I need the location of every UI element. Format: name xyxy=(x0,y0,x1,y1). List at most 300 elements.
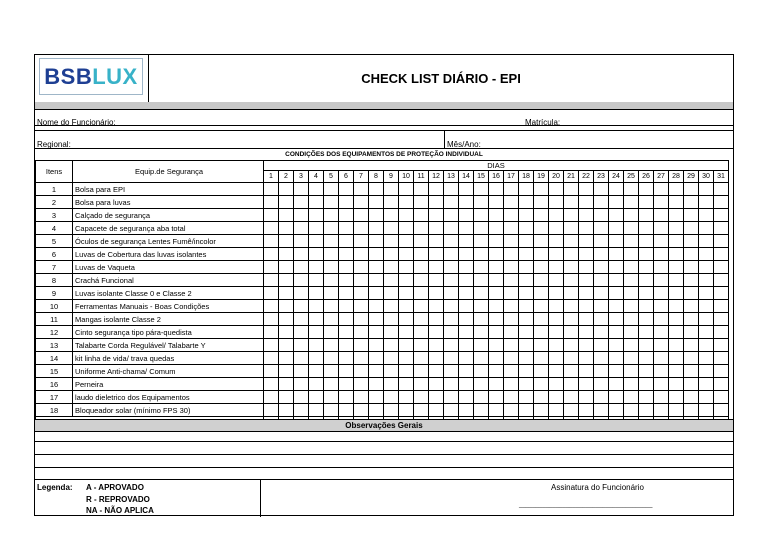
day-check-cell[interactable] xyxy=(354,248,369,261)
day-check-cell[interactable] xyxy=(489,391,504,404)
day-check-cell[interactable] xyxy=(444,378,459,391)
day-check-cell[interactable] xyxy=(414,391,429,404)
day-check-cell[interactable] xyxy=(429,248,444,261)
day-check-cell[interactable] xyxy=(534,261,549,274)
day-check-cell[interactable] xyxy=(414,183,429,196)
day-check-cell[interactable] xyxy=(639,222,654,235)
day-check-cell[interactable] xyxy=(624,404,639,417)
day-check-cell[interactable] xyxy=(324,313,339,326)
day-check-cell[interactable] xyxy=(624,339,639,352)
day-check-cell[interactable] xyxy=(339,391,354,404)
day-check-cell[interactable] xyxy=(324,365,339,378)
day-check-cell[interactable] xyxy=(594,196,609,209)
day-check-cell[interactable] xyxy=(699,261,714,274)
day-check-cell[interactable] xyxy=(609,248,624,261)
day-check-cell[interactable] xyxy=(594,313,609,326)
day-check-cell[interactable] xyxy=(429,235,444,248)
day-check-cell[interactable] xyxy=(474,300,489,313)
day-check-cell[interactable] xyxy=(474,222,489,235)
day-check-cell[interactable] xyxy=(339,248,354,261)
day-check-cell[interactable] xyxy=(414,378,429,391)
day-check-cell[interactable] xyxy=(369,300,384,313)
day-check-cell[interactable] xyxy=(624,378,639,391)
day-check-cell[interactable] xyxy=(399,352,414,365)
day-check-cell[interactable] xyxy=(354,404,369,417)
day-check-cell[interactable] xyxy=(564,300,579,313)
day-check-cell[interactable] xyxy=(399,287,414,300)
day-check-cell[interactable] xyxy=(324,222,339,235)
day-check-cell[interactable] xyxy=(384,404,399,417)
day-check-cell[interactable] xyxy=(339,209,354,222)
day-check-cell[interactable] xyxy=(579,222,594,235)
day-check-cell[interactable] xyxy=(534,287,549,300)
day-check-cell[interactable] xyxy=(504,313,519,326)
day-check-cell[interactable] xyxy=(714,300,729,313)
day-check-cell[interactable] xyxy=(639,313,654,326)
day-check-cell[interactable] xyxy=(564,352,579,365)
day-check-cell[interactable] xyxy=(579,352,594,365)
day-check-cell[interactable] xyxy=(594,365,609,378)
day-check-cell[interactable] xyxy=(294,235,309,248)
day-check-cell[interactable] xyxy=(564,326,579,339)
day-check-cell[interactable] xyxy=(384,391,399,404)
day-check-cell[interactable] xyxy=(429,274,444,287)
day-check-cell[interactable] xyxy=(279,365,294,378)
day-check-cell[interactable] xyxy=(519,352,534,365)
day-check-cell[interactable] xyxy=(624,326,639,339)
day-check-cell[interactable] xyxy=(369,313,384,326)
day-check-cell[interactable] xyxy=(504,300,519,313)
day-check-cell[interactable] xyxy=(474,378,489,391)
day-check-cell[interactable] xyxy=(579,261,594,274)
day-check-cell[interactable] xyxy=(294,313,309,326)
day-check-cell[interactable] xyxy=(339,313,354,326)
day-check-cell[interactable] xyxy=(324,287,339,300)
day-check-cell[interactable] xyxy=(444,326,459,339)
day-check-cell[interactable] xyxy=(579,391,594,404)
day-check-cell[interactable] xyxy=(654,183,669,196)
day-check-cell[interactable] xyxy=(414,365,429,378)
day-check-cell[interactable] xyxy=(609,391,624,404)
day-check-cell[interactable] xyxy=(669,352,684,365)
day-check-cell[interactable] xyxy=(624,261,639,274)
day-check-cell[interactable] xyxy=(384,326,399,339)
day-check-cell[interactable] xyxy=(384,313,399,326)
day-check-cell[interactable] xyxy=(279,196,294,209)
day-check-cell[interactable] xyxy=(339,274,354,287)
day-check-cell[interactable] xyxy=(699,287,714,300)
day-check-cell[interactable] xyxy=(714,222,729,235)
day-check-cell[interactable] xyxy=(489,313,504,326)
day-check-cell[interactable] xyxy=(609,183,624,196)
day-check-cell[interactable] xyxy=(324,248,339,261)
day-check-cell[interactable] xyxy=(669,391,684,404)
day-check-cell[interactable] xyxy=(339,326,354,339)
day-check-cell[interactable] xyxy=(429,365,444,378)
day-check-cell[interactable] xyxy=(579,300,594,313)
day-check-cell[interactable] xyxy=(654,222,669,235)
day-check-cell[interactable] xyxy=(594,274,609,287)
day-check-cell[interactable] xyxy=(684,261,699,274)
day-check-cell[interactable] xyxy=(279,378,294,391)
day-check-cell[interactable] xyxy=(609,404,624,417)
day-check-cell[interactable] xyxy=(669,209,684,222)
day-check-cell[interactable] xyxy=(384,222,399,235)
day-check-cell[interactable] xyxy=(549,404,564,417)
day-check-cell[interactable] xyxy=(519,365,534,378)
day-check-cell[interactable] xyxy=(549,274,564,287)
day-check-cell[interactable] xyxy=(294,248,309,261)
day-check-cell[interactable] xyxy=(534,391,549,404)
day-check-cell[interactable] xyxy=(624,287,639,300)
day-check-cell[interactable] xyxy=(654,196,669,209)
day-check-cell[interactable] xyxy=(714,391,729,404)
day-check-cell[interactable] xyxy=(534,300,549,313)
day-check-cell[interactable] xyxy=(384,378,399,391)
day-check-cell[interactable] xyxy=(309,404,324,417)
day-check-cell[interactable] xyxy=(504,365,519,378)
day-check-cell[interactable] xyxy=(684,339,699,352)
day-check-cell[interactable] xyxy=(324,235,339,248)
day-check-cell[interactable] xyxy=(339,287,354,300)
day-check-cell[interactable] xyxy=(624,391,639,404)
day-check-cell[interactable] xyxy=(369,391,384,404)
day-check-cell[interactable] xyxy=(444,183,459,196)
day-check-cell[interactable] xyxy=(639,248,654,261)
day-check-cell[interactable] xyxy=(324,300,339,313)
day-check-cell[interactable] xyxy=(459,391,474,404)
day-check-cell[interactable] xyxy=(639,274,654,287)
observation-line[interactable] xyxy=(35,431,733,442)
day-check-cell[interactable] xyxy=(444,365,459,378)
day-check-cell[interactable] xyxy=(549,352,564,365)
day-check-cell[interactable] xyxy=(624,222,639,235)
day-check-cell[interactable] xyxy=(429,391,444,404)
day-check-cell[interactable] xyxy=(534,326,549,339)
day-check-cell[interactable] xyxy=(594,222,609,235)
day-check-cell[interactable] xyxy=(444,287,459,300)
day-check-cell[interactable] xyxy=(399,196,414,209)
day-check-cell[interactable] xyxy=(654,352,669,365)
day-check-cell[interactable] xyxy=(669,287,684,300)
day-check-cell[interactable] xyxy=(639,261,654,274)
day-check-cell[interactable] xyxy=(309,235,324,248)
day-check-cell[interactable] xyxy=(264,326,279,339)
day-check-cell[interactable] xyxy=(624,352,639,365)
day-check-cell[interactable] xyxy=(549,261,564,274)
day-check-cell[interactable] xyxy=(714,261,729,274)
day-check-cell[interactable] xyxy=(519,183,534,196)
day-check-cell[interactable] xyxy=(684,222,699,235)
day-check-cell[interactable] xyxy=(369,222,384,235)
day-check-cell[interactable] xyxy=(519,196,534,209)
day-check-cell[interactable] xyxy=(474,235,489,248)
day-check-cell[interactable] xyxy=(474,274,489,287)
day-check-cell[interactable] xyxy=(309,326,324,339)
day-check-cell[interactable] xyxy=(684,183,699,196)
day-check-cell[interactable] xyxy=(519,378,534,391)
day-check-cell[interactable] xyxy=(294,404,309,417)
day-check-cell[interactable] xyxy=(654,339,669,352)
day-check-cell[interactable] xyxy=(594,404,609,417)
day-check-cell[interactable] xyxy=(489,326,504,339)
day-check-cell[interactable] xyxy=(414,404,429,417)
day-check-cell[interactable] xyxy=(549,378,564,391)
day-check-cell[interactable] xyxy=(324,274,339,287)
day-check-cell[interactable] xyxy=(339,339,354,352)
day-check-cell[interactable] xyxy=(534,222,549,235)
day-check-cell[interactable] xyxy=(294,274,309,287)
day-check-cell[interactable] xyxy=(399,183,414,196)
day-check-cell[interactable] xyxy=(504,339,519,352)
day-check-cell[interactable] xyxy=(654,261,669,274)
day-check-cell[interactable] xyxy=(279,300,294,313)
day-check-cell[interactable] xyxy=(519,326,534,339)
day-check-cell[interactable] xyxy=(534,183,549,196)
day-check-cell[interactable] xyxy=(369,326,384,339)
day-check-cell[interactable] xyxy=(684,404,699,417)
day-check-cell[interactable] xyxy=(354,261,369,274)
day-check-cell[interactable] xyxy=(384,365,399,378)
day-check-cell[interactable] xyxy=(579,248,594,261)
day-check-cell[interactable] xyxy=(459,339,474,352)
day-check-cell[interactable] xyxy=(669,300,684,313)
day-check-cell[interactable] xyxy=(549,326,564,339)
day-check-cell[interactable] xyxy=(264,183,279,196)
day-check-cell[interactable] xyxy=(414,222,429,235)
day-check-cell[interactable] xyxy=(699,183,714,196)
day-check-cell[interactable] xyxy=(459,404,474,417)
day-check-cell[interactable] xyxy=(519,287,534,300)
day-check-cell[interactable] xyxy=(339,300,354,313)
day-check-cell[interactable] xyxy=(549,235,564,248)
day-check-cell[interactable] xyxy=(429,378,444,391)
day-check-cell[interactable] xyxy=(519,235,534,248)
day-check-cell[interactable] xyxy=(264,404,279,417)
day-check-cell[interactable] xyxy=(279,274,294,287)
day-check-cell[interactable] xyxy=(324,196,339,209)
day-check-cell[interactable] xyxy=(294,300,309,313)
day-check-cell[interactable] xyxy=(684,326,699,339)
day-check-cell[interactable] xyxy=(444,261,459,274)
day-check-cell[interactable] xyxy=(639,326,654,339)
day-check-cell[interactable] xyxy=(594,339,609,352)
day-check-cell[interactable] xyxy=(264,261,279,274)
day-check-cell[interactable] xyxy=(264,365,279,378)
day-check-cell[interactable] xyxy=(624,183,639,196)
day-check-cell[interactable] xyxy=(669,196,684,209)
day-check-cell[interactable] xyxy=(384,209,399,222)
day-check-cell[interactable] xyxy=(264,209,279,222)
day-check-cell[interactable] xyxy=(504,235,519,248)
day-check-cell[interactable] xyxy=(369,209,384,222)
day-check-cell[interactable] xyxy=(369,339,384,352)
day-check-cell[interactable] xyxy=(369,378,384,391)
day-check-cell[interactable] xyxy=(444,235,459,248)
day-check-cell[interactable] xyxy=(354,339,369,352)
day-check-cell[interactable] xyxy=(294,209,309,222)
day-check-cell[interactable] xyxy=(699,365,714,378)
day-check-cell[interactable] xyxy=(324,378,339,391)
day-check-cell[interactable] xyxy=(564,196,579,209)
day-check-cell[interactable] xyxy=(654,274,669,287)
day-check-cell[interactable] xyxy=(699,196,714,209)
day-check-cell[interactable] xyxy=(489,378,504,391)
day-check-cell[interactable] xyxy=(459,222,474,235)
day-check-cell[interactable] xyxy=(654,391,669,404)
day-check-cell[interactable] xyxy=(339,222,354,235)
day-check-cell[interactable] xyxy=(579,235,594,248)
day-check-cell[interactable] xyxy=(444,300,459,313)
day-check-cell[interactable] xyxy=(504,209,519,222)
day-check-cell[interactable] xyxy=(594,378,609,391)
day-check-cell[interactable] xyxy=(504,222,519,235)
day-check-cell[interactable] xyxy=(504,378,519,391)
day-check-cell[interactable] xyxy=(609,378,624,391)
day-check-cell[interactable] xyxy=(504,287,519,300)
day-check-cell[interactable] xyxy=(354,300,369,313)
day-check-cell[interactable] xyxy=(354,209,369,222)
day-check-cell[interactable] xyxy=(489,352,504,365)
day-check-cell[interactable] xyxy=(294,378,309,391)
day-check-cell[interactable] xyxy=(489,287,504,300)
day-check-cell[interactable] xyxy=(369,235,384,248)
day-check-cell[interactable] xyxy=(684,248,699,261)
day-check-cell[interactable] xyxy=(594,326,609,339)
day-check-cell[interactable] xyxy=(474,339,489,352)
day-check-cell[interactable] xyxy=(279,235,294,248)
day-check-cell[interactable] xyxy=(684,209,699,222)
day-check-cell[interactable] xyxy=(279,222,294,235)
day-check-cell[interactable] xyxy=(669,404,684,417)
day-check-cell[interactable] xyxy=(579,287,594,300)
day-check-cell[interactable] xyxy=(339,378,354,391)
day-check-cell[interactable] xyxy=(624,196,639,209)
day-check-cell[interactable] xyxy=(489,274,504,287)
day-check-cell[interactable] xyxy=(489,196,504,209)
day-check-cell[interactable] xyxy=(714,313,729,326)
day-check-cell[interactable] xyxy=(684,274,699,287)
day-check-cell[interactable] xyxy=(699,326,714,339)
day-check-cell[interactable] xyxy=(699,313,714,326)
day-check-cell[interactable] xyxy=(294,261,309,274)
day-check-cell[interactable] xyxy=(639,287,654,300)
day-check-cell[interactable] xyxy=(279,404,294,417)
day-check-cell[interactable] xyxy=(609,196,624,209)
day-check-cell[interactable] xyxy=(714,378,729,391)
day-check-cell[interactable] xyxy=(654,300,669,313)
day-check-cell[interactable] xyxy=(639,209,654,222)
day-check-cell[interactable] xyxy=(369,365,384,378)
day-check-cell[interactable] xyxy=(339,365,354,378)
day-check-cell[interactable] xyxy=(384,300,399,313)
day-check-cell[interactable] xyxy=(684,196,699,209)
day-check-cell[interactable] xyxy=(279,248,294,261)
day-check-cell[interactable] xyxy=(444,391,459,404)
day-check-cell[interactable] xyxy=(534,352,549,365)
day-check-cell[interactable] xyxy=(309,313,324,326)
day-check-cell[interactable] xyxy=(519,339,534,352)
day-check-cell[interactable] xyxy=(354,326,369,339)
observation-line[interactable] xyxy=(35,455,733,468)
day-check-cell[interactable] xyxy=(489,222,504,235)
day-check-cell[interactable] xyxy=(279,352,294,365)
day-check-cell[interactable] xyxy=(264,391,279,404)
day-check-cell[interactable] xyxy=(714,365,729,378)
day-check-cell[interactable] xyxy=(474,352,489,365)
day-check-cell[interactable] xyxy=(699,235,714,248)
day-check-cell[interactable] xyxy=(414,300,429,313)
day-check-cell[interactable] xyxy=(444,352,459,365)
day-check-cell[interactable] xyxy=(474,183,489,196)
day-check-cell[interactable] xyxy=(564,248,579,261)
day-check-cell[interactable] xyxy=(459,352,474,365)
day-check-cell[interactable] xyxy=(579,209,594,222)
day-check-cell[interactable] xyxy=(354,391,369,404)
day-check-cell[interactable] xyxy=(504,248,519,261)
day-check-cell[interactable] xyxy=(714,339,729,352)
day-check-cell[interactable] xyxy=(594,391,609,404)
day-check-cell[interactable] xyxy=(429,313,444,326)
day-check-cell[interactable] xyxy=(354,365,369,378)
day-check-cell[interactable] xyxy=(339,404,354,417)
day-check-cell[interactable] xyxy=(444,222,459,235)
day-check-cell[interactable] xyxy=(504,196,519,209)
day-check-cell[interactable] xyxy=(684,313,699,326)
day-check-cell[interactable] xyxy=(504,326,519,339)
day-check-cell[interactable] xyxy=(369,404,384,417)
observation-line[interactable] xyxy=(35,468,733,480)
day-check-cell[interactable] xyxy=(639,365,654,378)
day-check-cell[interactable] xyxy=(534,313,549,326)
day-check-cell[interactable] xyxy=(474,365,489,378)
day-check-cell[interactable] xyxy=(534,196,549,209)
day-check-cell[interactable] xyxy=(444,404,459,417)
day-check-cell[interactable] xyxy=(564,235,579,248)
day-check-cell[interactable] xyxy=(399,378,414,391)
day-check-cell[interactable] xyxy=(444,339,459,352)
day-check-cell[interactable] xyxy=(354,183,369,196)
day-check-cell[interactable] xyxy=(609,235,624,248)
day-check-cell[interactable] xyxy=(639,300,654,313)
day-check-cell[interactable] xyxy=(474,404,489,417)
day-check-cell[interactable] xyxy=(414,339,429,352)
day-check-cell[interactable] xyxy=(579,313,594,326)
day-check-cell[interactable] xyxy=(594,248,609,261)
day-check-cell[interactable] xyxy=(504,352,519,365)
day-check-cell[interactable] xyxy=(459,183,474,196)
day-check-cell[interactable] xyxy=(714,183,729,196)
day-check-cell[interactable] xyxy=(564,391,579,404)
day-check-cell[interactable] xyxy=(444,274,459,287)
day-check-cell[interactable] xyxy=(399,365,414,378)
day-check-cell[interactable] xyxy=(429,352,444,365)
day-check-cell[interactable] xyxy=(594,352,609,365)
day-check-cell[interactable] xyxy=(579,365,594,378)
day-check-cell[interactable] xyxy=(294,339,309,352)
day-check-cell[interactable] xyxy=(309,339,324,352)
day-check-cell[interactable] xyxy=(564,183,579,196)
day-check-cell[interactable] xyxy=(669,222,684,235)
day-check-cell[interactable] xyxy=(324,326,339,339)
day-check-cell[interactable] xyxy=(309,391,324,404)
day-check-cell[interactable] xyxy=(264,274,279,287)
day-check-cell[interactable] xyxy=(324,183,339,196)
day-check-cell[interactable] xyxy=(384,287,399,300)
day-check-cell[interactable] xyxy=(444,313,459,326)
day-check-cell[interactable] xyxy=(654,287,669,300)
day-check-cell[interactable] xyxy=(639,352,654,365)
